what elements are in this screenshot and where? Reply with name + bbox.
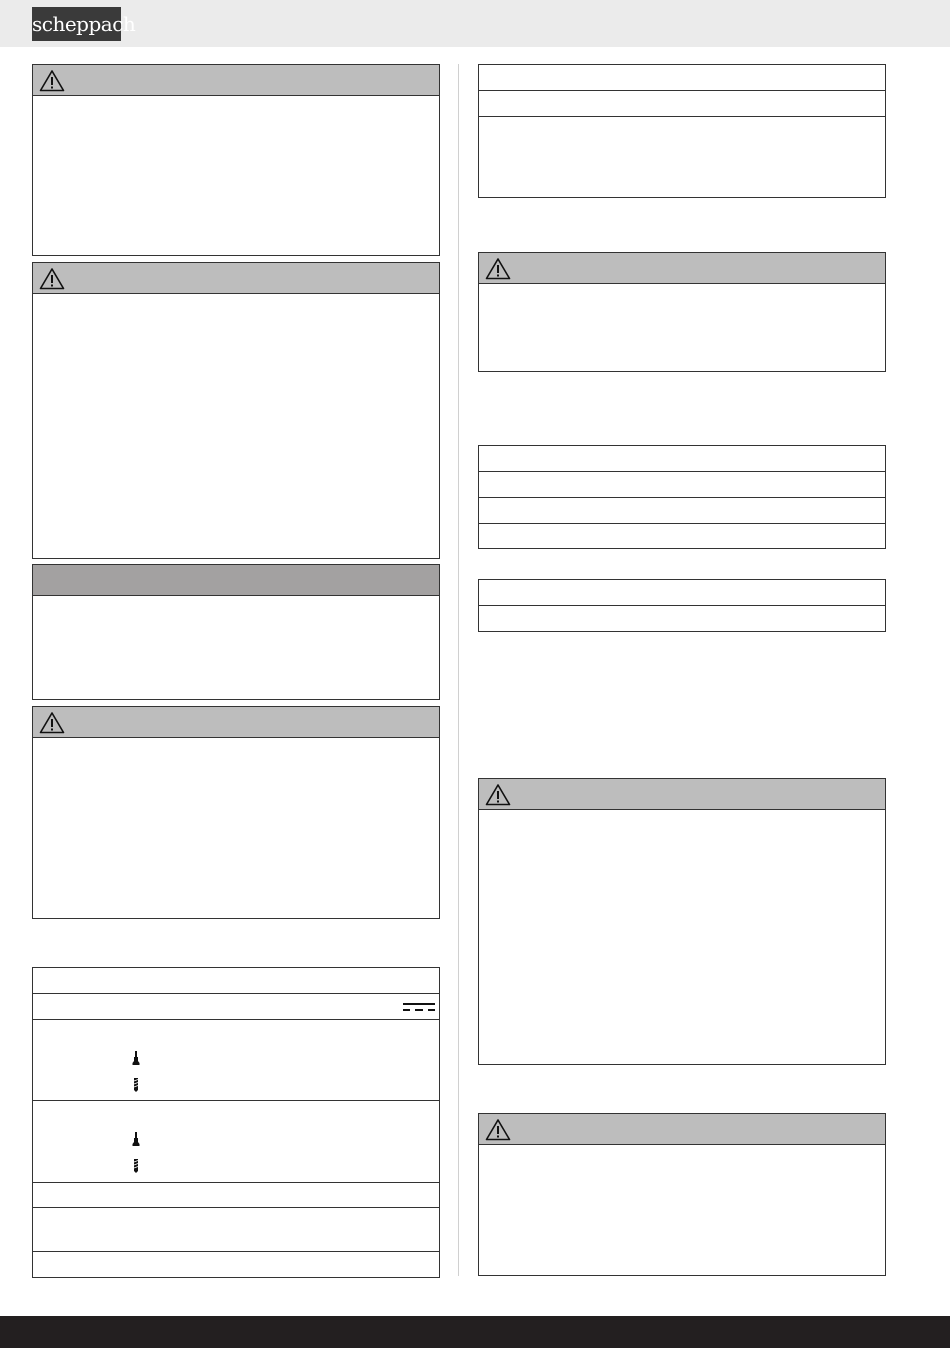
info-table-1 <box>478 64 886 198</box>
warning-box-4 <box>478 252 886 372</box>
warning-triangle-icon <box>485 257 511 280</box>
info-table-3 <box>478 579 886 632</box>
warning-box-6 <box>478 1113 886 1276</box>
warning-box-1 <box>32 64 440 256</box>
table-row <box>479 91 885 117</box>
warning-triangle-icon <box>485 783 511 806</box>
warning-header <box>33 65 439 96</box>
column-divider <box>458 64 459 1276</box>
warning-header <box>33 707 439 738</box>
warning-triangle-icon <box>39 69 65 92</box>
table-row <box>479 117 885 197</box>
table-row <box>479 606 885 631</box>
note-header <box>33 565 439 596</box>
warning-box-2 <box>32 262 440 559</box>
table-row <box>33 1101 439 1183</box>
note-box <box>32 564 440 700</box>
table-row <box>479 446 885 472</box>
warning-header <box>479 779 885 810</box>
brand-logo: scheppach <box>32 7 121 41</box>
warning-header <box>479 1114 885 1145</box>
direct-current-icon <box>403 1002 435 1012</box>
table-row <box>33 1020 439 1101</box>
warning-box-3 <box>32 706 440 919</box>
warning-header <box>33 263 439 294</box>
table-row <box>33 1208 439 1252</box>
header-bar <box>0 0 950 47</box>
screw-bit-icon <box>132 1132 140 1147</box>
warning-box-5 <box>478 778 886 1065</box>
info-table-2 <box>478 445 886 549</box>
table-row <box>479 580 885 606</box>
table-row <box>33 1183 439 1208</box>
screw-bit-icon <box>132 1051 140 1066</box>
warning-triangle-icon <box>485 1118 511 1141</box>
footer-bar <box>0 1316 950 1348</box>
drill-bit-icon <box>132 1158 140 1173</box>
table-row <box>33 1252 439 1277</box>
drill-bit-icon <box>132 1077 140 1092</box>
table-row <box>33 994 439 1020</box>
warning-triangle-icon <box>39 711 65 734</box>
technical-data-table <box>32 967 440 1278</box>
table-row <box>479 498 885 524</box>
table-row <box>479 65 885 91</box>
table-row <box>479 472 885 498</box>
table-row <box>479 524 885 548</box>
warning-triangle-icon <box>39 267 65 290</box>
warning-header <box>479 253 885 284</box>
table-row <box>33 968 439 994</box>
